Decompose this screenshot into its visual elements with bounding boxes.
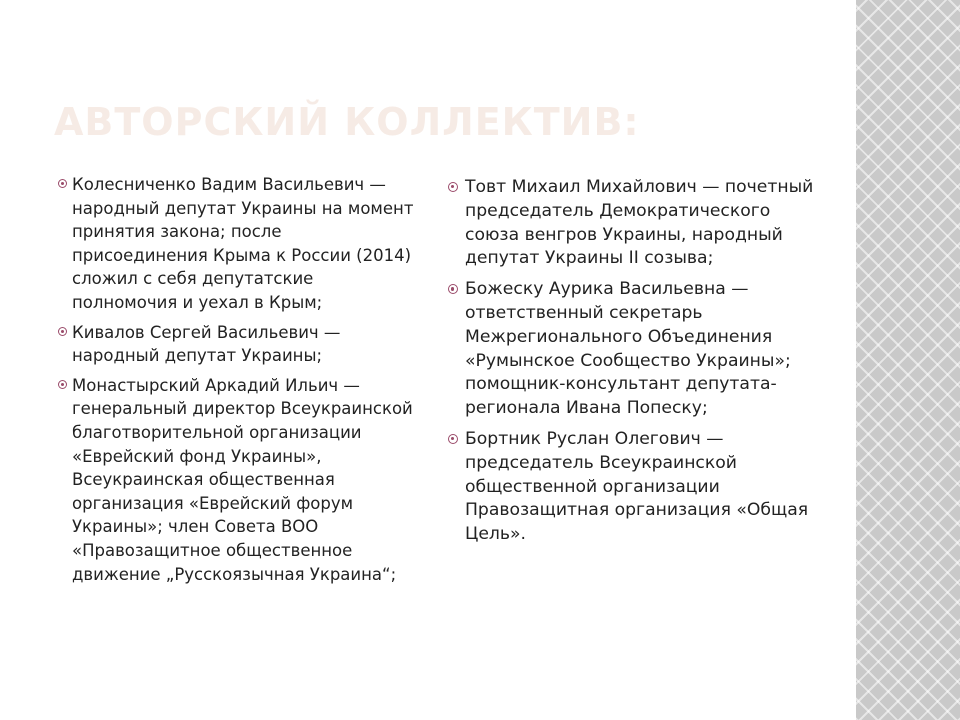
list-item-text: Колесниченко Вадим Васильевич — народный депутат Украины на момент принятия закона; после присоединения Крыма к России (2014) сложил с себя депутатские полномочия и уехал в Крым;: [72, 175, 414, 312]
list-item-text: Товт Михаил Михайлович — почетный председатель Демократического союза венгров Украины, народный депутат Украины II созыва;: [465, 177, 814, 269]
circle-bullet-icon: [448, 182, 458, 192]
left-column-list: [58, 173, 418, 592]
list-item: [58, 173, 418, 315]
list-item-text: Кивалов Сергей Васильевич — народный депутат Украины;: [72, 322, 341, 366]
list-item-text: Монастырский Аркадий Ильич — генеральный директор Всеукраинской благотворительной организации «Еврейский фонд Украины», Всеукраинская общественная организация «Еврейский форум Украины»; член Совета ВОО «Правозащитное общественное движение „Русскоязычная Украина“;: [72, 375, 413, 584]
list-item-text: Божеску Аурика Васильевна — ответственный секретарь Межрегионального Объединения «Румынское Сообщество Украины»; помощник-консультант депутата-регионала Ивана Попеску;: [465, 279, 791, 419]
right-column-list: [448, 176, 818, 554]
list-item: [58, 321, 418, 368]
circle-bullet-icon: [58, 179, 67, 188]
circle-bullet-icon: [448, 284, 458, 294]
slide-title: АВТОРСКИЙ КОЛЛЕКТИВ:: [54, 100, 640, 144]
list-item-text: Бортник Руслан Олегович — председатель Всеукраинской общественной организации Правозащитная организация «Общая Цель».: [465, 428, 809, 545]
circle-bullet-icon: [448, 434, 458, 444]
circle-bullet-icon: [58, 380, 67, 389]
circle-bullet-icon: [58, 327, 67, 336]
list-item: [448, 176, 818, 271]
list-item: [448, 278, 818, 421]
list-item: [448, 428, 818, 547]
decorative-side-pattern: [856, 0, 960, 720]
list-item: [58, 374, 418, 586]
